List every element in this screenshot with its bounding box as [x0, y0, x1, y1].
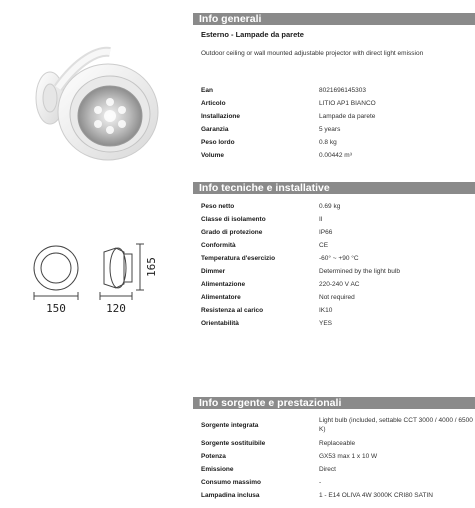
spec-key: Peso netto: [201, 203, 235, 210]
spec-value: 0.8 kg: [319, 139, 337, 146]
spec-value: Replaceable: [319, 440, 356, 447]
spec-value: YES: [319, 320, 333, 327]
spec-key: Resistenza al carico: [201, 307, 264, 314]
spec-row: [193, 293, 475, 306]
spec-key: Potenza: [201, 453, 226, 460]
spec-key: Orientabilità: [201, 320, 239, 327]
spec-row: [193, 280, 475, 293]
depth-dimension-label: 120: [106, 302, 126, 315]
product-description: Outdoor ceiling or wall mounted adjustable projector with direct light emission: [201, 50, 424, 57]
section-header-source: Info sorgente e prestazionali: [193, 397, 475, 409]
spec-key: Articolo: [201, 100, 226, 107]
spec-key: Conformità: [201, 242, 236, 249]
spec-row: [193, 86, 475, 99]
spec-value: 0.69 kg: [319, 203, 341, 210]
height-dimension-label: 165: [145, 257, 158, 277]
spec-row: [193, 138, 475, 151]
spec-value: CE: [319, 242, 329, 249]
spec-row: [193, 151, 475, 164]
product-photo: [28, 30, 163, 165]
spec-row: [193, 439, 475, 452]
spec-value: 220-240 V AC: [319, 281, 360, 288]
spec-key: Emissione: [201, 466, 234, 473]
spec-value: Light bulb (included, settable CCT 3000 / 4000 / 6500 K): [319, 417, 473, 433]
spec-row: [193, 112, 475, 125]
spec-row: [193, 254, 475, 267]
spec-key: Installazione: [201, 113, 241, 120]
spec-row: [193, 306, 475, 319]
spec-value: 1 - E14 OLIVA 4W 3000K CRI80 SATIN: [319, 492, 433, 499]
section-header-technical: Info tecniche e installative: [193, 182, 475, 194]
spec-row: [193, 202, 475, 215]
spec-value: 5 years: [319, 126, 341, 133]
spec-value: IP66: [319, 229, 333, 236]
spec-value: Direct: [319, 466, 336, 473]
spec-key: Consumo massimo: [201, 479, 261, 486]
spec-value: -: [319, 479, 322, 486]
spec-row: [193, 241, 475, 254]
spec-row: [193, 99, 475, 112]
spec-key: Sorgente sostituibile: [201, 440, 266, 447]
spec-value: LITIO AP1 BIANCO: [319, 100, 376, 107]
spec-key: Ean: [201, 87, 213, 94]
spec-row: [193, 416, 475, 438]
spec-key: Volume: [201, 152, 224, 159]
spec-key: Garanzia: [201, 126, 229, 133]
spec-value: -60° ~ +90 °C: [319, 255, 359, 262]
info-column: [193, 0, 475, 508]
spec-key: Temperatura d'esercizio: [201, 255, 276, 262]
spec-row: [193, 491, 475, 504]
spec-value: GX53 max 1 x 10 W: [319, 453, 378, 460]
spec-key: Alimentatore: [201, 294, 241, 301]
spec-value: 0.00442 m³: [319, 152, 352, 159]
spec-row: [193, 319, 475, 332]
left-column: [0, 0, 190, 508]
spec-row: [193, 267, 475, 280]
spec-row: [193, 125, 475, 138]
spec-key: Peso lordo: [201, 139, 235, 146]
spec-key: Alimentazione: [201, 281, 246, 288]
dimension-drawing: [20, 240, 170, 320]
spec-value: 8021696145303: [319, 87, 366, 94]
spec-row: [193, 215, 475, 228]
section-header-general: Info generali: [193, 13, 475, 25]
spec-key: Lampadina inclusa: [201, 492, 260, 499]
product-category: Esterno - Lampade da parete: [201, 30, 304, 39]
width-dimension-label: 150: [46, 302, 66, 315]
spec-value: Lampade da parete: [319, 113, 376, 120]
spec-key: Classe di isolamento: [201, 216, 266, 223]
spec-row: [193, 478, 475, 491]
spec-key: Sorgente integrata: [201, 422, 259, 429]
spec-key: Grado di protezione: [201, 229, 263, 236]
spec-key: Dimmer: [201, 268, 226, 275]
spec-value: Determined by the light bulb: [319, 268, 400, 275]
spec-row: [193, 452, 475, 465]
spec-value: IK10: [319, 307, 333, 314]
spec-value: Not required: [319, 294, 355, 301]
spec-row: [193, 228, 475, 241]
spec-row: [193, 465, 475, 478]
spec-value: II: [319, 216, 323, 223]
